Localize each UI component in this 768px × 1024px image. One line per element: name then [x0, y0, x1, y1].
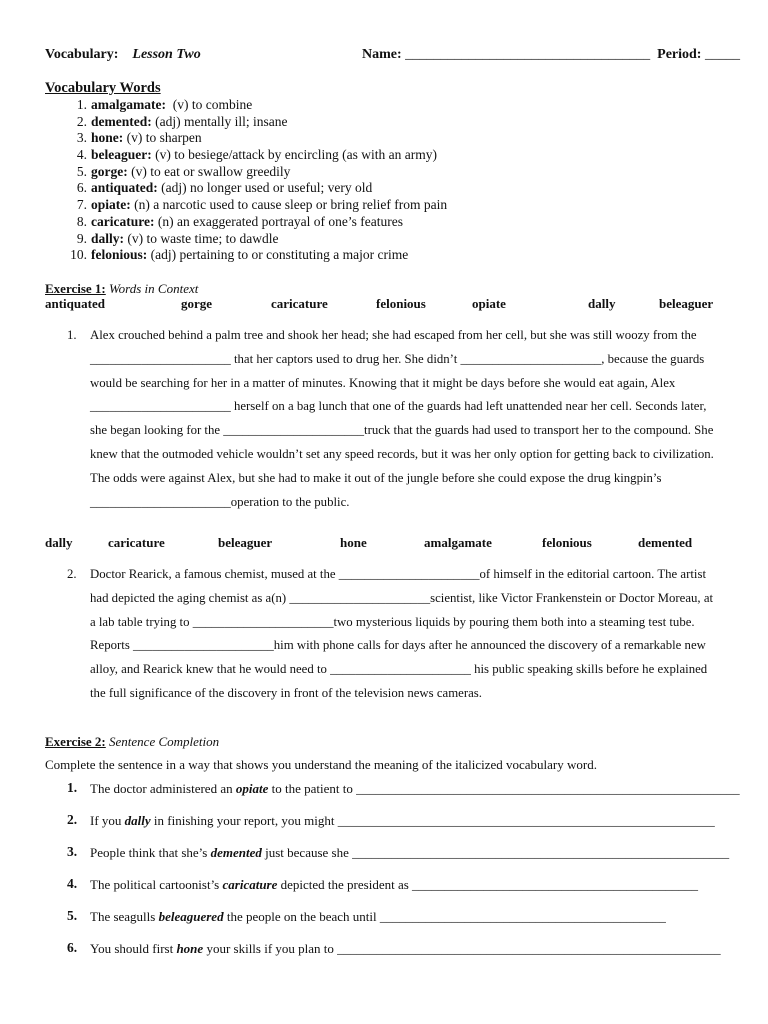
completion-blank[interactable]: depicted the president as ____________________________________________: [277, 877, 699, 892]
bank-word: felonious: [542, 535, 592, 550]
exercise1-label: Exercise 1:: [45, 281, 106, 296]
paragraph-number: 1.: [67, 328, 77, 342]
vocab-def: (v) to waste time; to dawdle: [127, 230, 279, 246]
vocab-def: (n) an exaggerated portrayal of one’s features: [157, 213, 403, 229]
vocab-word-italic: demented: [210, 845, 262, 860]
vocab-item: [45, 147, 447, 164]
period-label: Period:: [657, 47, 702, 62]
vocab-item: [45, 97, 447, 114]
vocab-word-italic: caricature: [222, 877, 278, 892]
completion-blank[interactable]: just because she __________________________________________________________: [261, 845, 730, 860]
exercise2-instructions: Complete the sentence in a way that shows you understand the meaning of the italicized vocabulary word.: [45, 757, 597, 772]
bank-word: gorge: [181, 296, 213, 311]
vocabulary-label: Vocabulary:: [45, 47, 119, 62]
vocab-def: (v) to eat or swallow greedily: [131, 163, 291, 179]
bank-word: demented: [638, 535, 693, 550]
completion-item[interactable]: [90, 909, 666, 925]
vocab-word: dally:: [91, 230, 125, 246]
vocab-def: (adj) mentally ill; insane: [155, 113, 288, 129]
completion-item[interactable]: [90, 781, 740, 797]
completion-prefix: The political cartoonist’s: [90, 877, 223, 892]
student-info: [362, 47, 740, 63]
completion-item[interactable]: [90, 877, 698, 893]
period-blank[interactable]: _____: [704, 47, 740, 62]
vocab-word-italic: opiate: [235, 781, 269, 796]
vocab-def: (adj) pertaining to or constituting a major crime: [150, 247, 409, 263]
vocab-item: [45, 164, 447, 181]
bank-word: caricature: [271, 296, 328, 311]
completion-prefix: If you: [90, 813, 125, 828]
vocab-word: caricature:: [91, 213, 155, 229]
name-blank[interactable]: ___________________________________: [405, 47, 651, 62]
completion-blank[interactable]: to the patient to ___________________________________________________________: [268, 781, 740, 796]
vocab-num: 1.: [76, 97, 87, 112]
vocab-num: 9.: [76, 230, 87, 246]
completion-number: 2.: [67, 812, 78, 827]
lesson-title: Lesson Two: [132, 47, 201, 62]
bank-word: beleaguer: [218, 535, 273, 550]
vocab-word: felonious:: [91, 247, 148, 263]
completion-number: 4.: [67, 876, 78, 891]
vocabulary-heading: Vocabulary Words: [45, 80, 161, 96]
completion-blank[interactable]: the people on the beach until ____________________________________________: [223, 909, 666, 924]
vocab-item: [45, 130, 447, 147]
bank-word: opiate: [472, 296, 506, 311]
exercise1-title: Words in Context: [109, 281, 199, 296]
exercise2-label: Exercise 2:: [45, 734, 106, 749]
vocab-def: (v) to combine: [172, 97, 253, 112]
vocab-word: beleaguer:: [91, 147, 152, 163]
completion-item[interactable]: [90, 845, 729, 861]
vocab-item: [45, 231, 447, 248]
vocab-word-italic: dally: [124, 813, 151, 828]
vocab-num: 2.: [76, 113, 87, 129]
vocab-item: [45, 197, 447, 214]
vocab-num: 4.: [76, 147, 87, 163]
vocab-def: (n) a narcotic used to cause sleep or bring relief from pain: [134, 197, 448, 213]
name-label: Name:: [362, 47, 402, 62]
context-paragraph-1: Alex crouched behind a palm tree and shook her head; she had escaped from her cell, but she was still woozy from the ______________________ that her captors used to drug her. She didn’t ______________________, because the guards would be searching for her in a matter of minutes. Knowing that it might be days before she would eat again, Alex ______________________ herself on a bag lunch that one of the guards had left unattended near her cell. Seconds later, she began looking for the ______________________truck that the guards had used to transport her to the compound. She knew that the outmoded vehicle wouldn’t set any speed records, but it was her only option for getting back to civilization. The odds were against Alex, but she had to make it out of the jungle before she could expose the drug kingpin’s ______________________operation to the public.: [90, 328, 714, 509]
vocab-num: 7.: [76, 197, 87, 213]
completion-blank[interactable]: your skills if you plan to ___________________________________________________________: [203, 941, 721, 956]
completion-prefix: People think that she’s: [90, 845, 211, 860]
exercise2-heading: [45, 734, 219, 750]
bank-word: felonious: [376, 296, 426, 311]
vocab-word-italic: beleaguered: [158, 909, 224, 924]
bank-word: antiquated: [45, 296, 105, 311]
completion-number: 1.: [67, 780, 78, 795]
bank-word: dally: [588, 296, 616, 311]
vocab-num: 6.: [76, 180, 87, 196]
completion-prefix: You should first: [90, 941, 177, 956]
lesson-header: [45, 47, 201, 63]
vocab-word: gorge:: [91, 163, 128, 179]
completion-number: 6.: [67, 940, 78, 955]
completion-prefix: The doctor administered an: [90, 781, 236, 796]
completion-blank[interactable]: in finishing your report, you might __________________________________________________________: [150, 813, 715, 828]
context-paragraph-2: Doctor Rearick, a famous chemist, mused at the ______________________of himself in the editorial cartoon. The artist had depicted the aging chemist as a(n) ______________________scientist, like Victor Frankenstein or Doctor Moreau, at a lab table trying to ______________________two mysterious liquids by pouring them both into a steaming test tube. Reports ______________________him with phone calls for days after he announced the discovery of a remarkable new alloy, and Rearick knew that he would need to ______________________ his public speaking skills before he explained the full significance of the discovery in front of the television news cameras.: [90, 567, 714, 700]
vocab-word-italic: hone: [176, 941, 204, 956]
vocabulary-list: [45, 97, 447, 264]
vocab-num: 3.: [76, 130, 87, 146]
vocab-word: opiate:: [91, 197, 131, 213]
paragraph-number: 2.: [67, 567, 77, 581]
bank-word: amalgamate: [424, 535, 492, 550]
vocab-def: (adj) no longer used or useful; very old: [161, 180, 373, 196]
vocab-def: (v) to sharpen: [126, 130, 202, 146]
vocab-item: [45, 114, 447, 131]
vocab-word: antiquated:: [91, 180, 158, 196]
vocab-word: hone:: [91, 130, 124, 146]
vocab-num: 10.: [70, 247, 87, 263]
completion-prefix: The seagulls: [90, 909, 159, 924]
bank-word: caricature: [108, 535, 165, 550]
vocab-item: [45, 180, 447, 197]
vocab-num: 5.: [76, 163, 87, 179]
completion-item[interactable]: [90, 941, 721, 957]
vocab-num: 8.: [76, 213, 87, 229]
vocab-def: (v) to besiege/attack by encircling (as with an army): [155, 147, 438, 163]
exercise1-heading: [45, 281, 198, 297]
completion-number: 5.: [67, 908, 78, 923]
bank-word: dally: [45, 535, 73, 550]
bank-word: beleaguer: [659, 296, 714, 311]
exercise2-title: Sentence Completion: [109, 734, 220, 749]
vocab-word: amalgamate:: [91, 97, 166, 112]
vocab-item: [45, 214, 447, 231]
vocab-item: [45, 247, 447, 264]
completion-item[interactable]: [90, 813, 715, 829]
vocab-word: demented:: [91, 113, 152, 129]
completion-number: 3.: [67, 844, 78, 859]
bank-word: hone: [340, 535, 367, 550]
